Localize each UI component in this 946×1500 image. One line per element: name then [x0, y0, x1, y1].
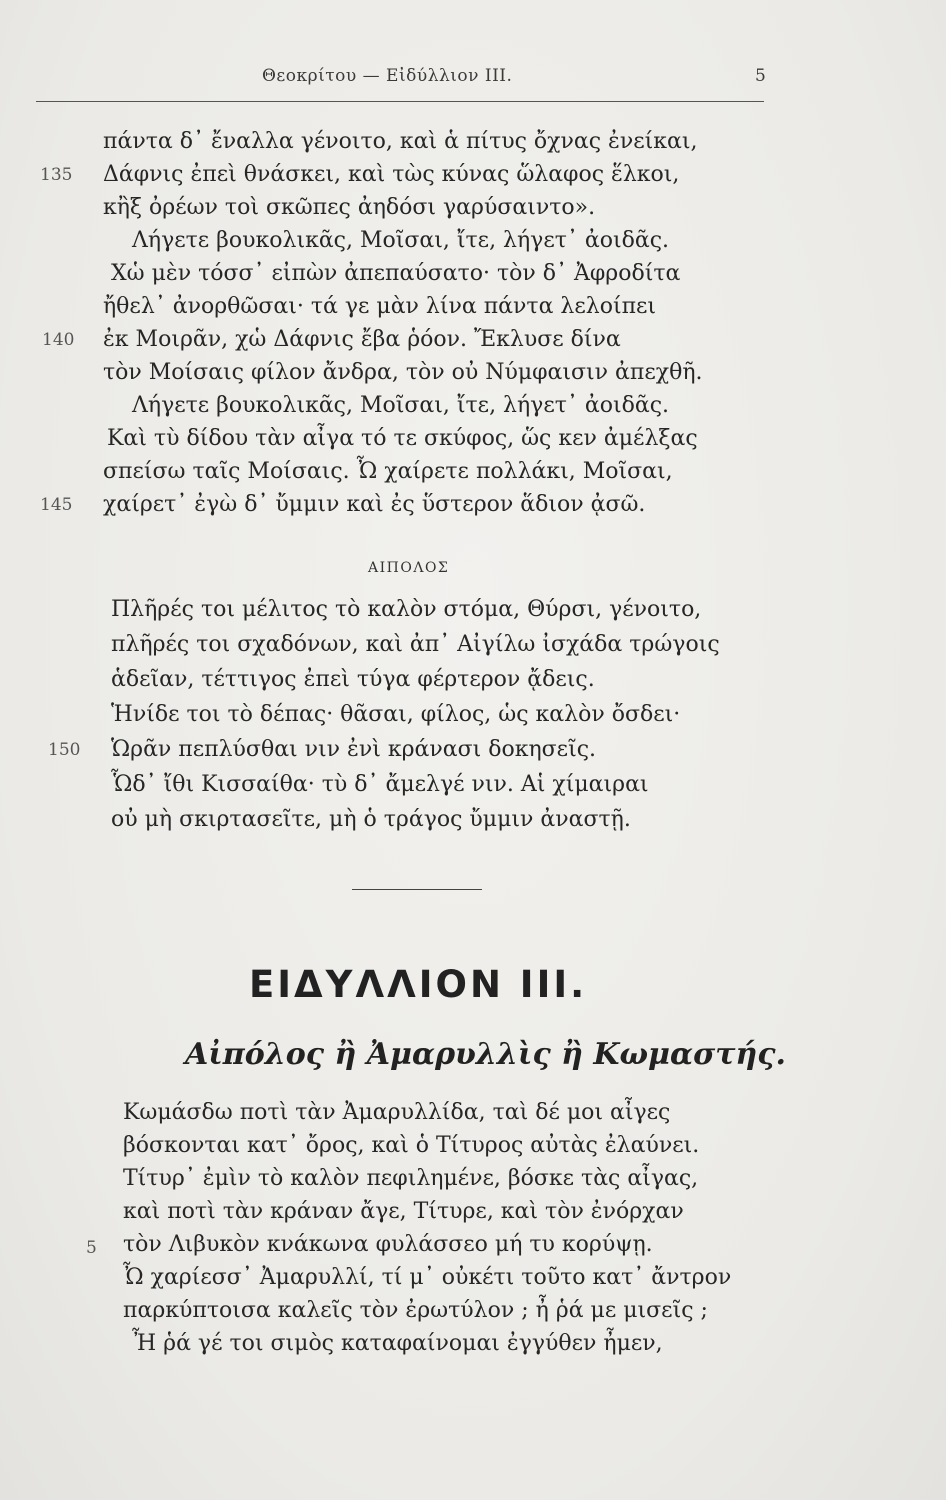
verse-line: πλῆρές τοι σχαδόνων, καὶ ἀπ᾽ Αἰγίλω ἰσχάδα τρώγοις — [111, 632, 720, 657]
verse-line: Λήγετε βουκολικᾶς, Μοῖσαι, ἴτε, λήγετ᾽ ἀοιδᾶς. — [132, 228, 670, 253]
idyll-subtitle: Αἰπόλος ἢ Ἀμαρυλλὶς ἢ Κωμαστής. — [185, 1037, 786, 1072]
section-separator — [352, 889, 482, 890]
verse-line: Καὶ τὺ δίδου τὰν αἶγα τό τε σκύφος, ὥς κεν ἀμέλξας — [107, 426, 698, 451]
verse-line: Πλῆρές τοι μέλιτος τὸ καλὸν στόμα, Θύρσι, γένοιτο, — [111, 597, 702, 622]
verse-line: Τίτυρ᾽ ἐμὶν τὸ καλὸν πεφιλημένε, βόσκε τὰς αἶγας, — [123, 1166, 699, 1191]
verse-line: Δάφνις ἐπεὶ θνάσκει, καὶ τὼς κύνας ὥλαφος ἕλκοι, — [103, 162, 680, 187]
verse-line: οὐ μὴ σκιρτασεῖτε, μὴ ὁ τράγος ὔμμιν ἀναστῇ. — [111, 807, 631, 832]
line-number: 145 — [40, 495, 73, 515]
verse-line: χαίρετ᾽ ἐγὼ δ᾽ ὔμμιν καὶ ἐς ὕστερον ἅδιον ᾀσῶ. — [103, 492, 646, 517]
page-number: 5 — [755, 66, 766, 86]
verse-line: σπείσω ταῖς Μοίσαις. Ὦ χαίρετε πολλάκι, Μοῖσαι, — [103, 459, 673, 484]
verse-line: βόσκονται κατ᾽ ὄρος, καὶ ὁ Τίτυρος αὐτὰς ἐλαύνει. — [123, 1133, 700, 1158]
verse-line: Ἡνίδε τοι τὸ δέπας· θᾶσαι, φίλος, ὡς καλὸν ὄσδει· — [111, 702, 681, 727]
verse-line: τὸν Μοίσαις φίλον ἄνδρα, τὸν οὐ Νύμφαισιν ἀπεχθῆ. — [103, 360, 703, 385]
verse-line: ἐκ Μοιρᾶν, χὡ Δάφνις ἔβα ῥόον. Ἔκλυσε δίνα — [103, 327, 621, 352]
line-number: 150 — [48, 740, 81, 760]
verse-line: Ἦ ῥά γέ τοι σιμὸς καταφαίνομαι ἐγγύθεν ἦμεν, — [132, 1331, 663, 1356]
verse-line: καὶ ποτὶ τὰν κράναν ἄγε, Τίτυρε, καὶ τὸν ἐνόρχαν — [123, 1199, 684, 1224]
verse-line: Χὡ μὲν τόσσ᾽ εἰπὼν ἀπεπαύσατο· τὸν δ᾽ Ἀφροδίτα — [111, 261, 681, 286]
verse-line: πάντα δ᾽ ἔναλλα γένοιτο, καὶ ἁ πίτυς ὄχνας ἐνείκαι, — [103, 129, 698, 154]
verse-line: Ὡρᾶν πεπλύσθαι νιν ἐνὶ κράνασι δοκησεῖς. — [111, 737, 597, 762]
verse-line: Κωμάσδω ποτὶ τὰν Ἀμαρυλλίδα, ταὶ δέ μοι αἶγες — [123, 1100, 671, 1125]
verse-line: Ὧδ᾽ ἴθι Κισσαίθα· τὺ δ᾽ ἄμελγέ νιν. Αἱ χίμαιραι — [111, 772, 649, 797]
line-number: 135 — [40, 165, 73, 185]
speaker-label: ΑΙΠΟΛΟΣ — [368, 560, 450, 576]
line-number: 5 — [86, 1238, 97, 1258]
header-rule — [36, 101, 764, 102]
verse-line: ἤθελ᾽ ἀνορθῶσαι· τά γε μὰν λίνα πάντα λελοίπει — [103, 294, 657, 319]
running-title: Θεοκρίτου — Εἰδύλλιον ΙΙΙ. — [262, 66, 513, 86]
verse-line: Λήγετε βουκολικᾶς, Μοῖσαι, ἴτε, λήγετ᾽ ἀοιδᾶς. — [132, 393, 670, 418]
line-number: 140 — [42, 330, 75, 350]
idyll-heading: ΕΙΔΥΛΛΙΟΝ ΙΙΙ. — [249, 963, 588, 1006]
verse-line: παρκύπτοισα καλεῖς τὸν ἐρωτύλον ; ἦ ῥά με μισεῖς ; — [123, 1298, 708, 1323]
verse-line: τὸν Λιβυκὸν κνάκωνα φυλάσσεο μή τυ κορύψῃ. — [123, 1232, 653, 1257]
verse-line: ἁδεῖαν, τέττιγος ἐπεὶ τύγα φέρτερον ᾄδεις. — [111, 667, 595, 692]
verse-line: κἢξ ὀρέων τοὶ σκῶπες ἀηδόσι γαρύσαιντο». — [103, 195, 596, 220]
verse-line: Ὦ χαρίεσσ᾽ Ἀμαρυλλί, τί μ᾽ οὐκέτι τοῦτο κατ᾽ ἄντρον — [123, 1265, 732, 1290]
